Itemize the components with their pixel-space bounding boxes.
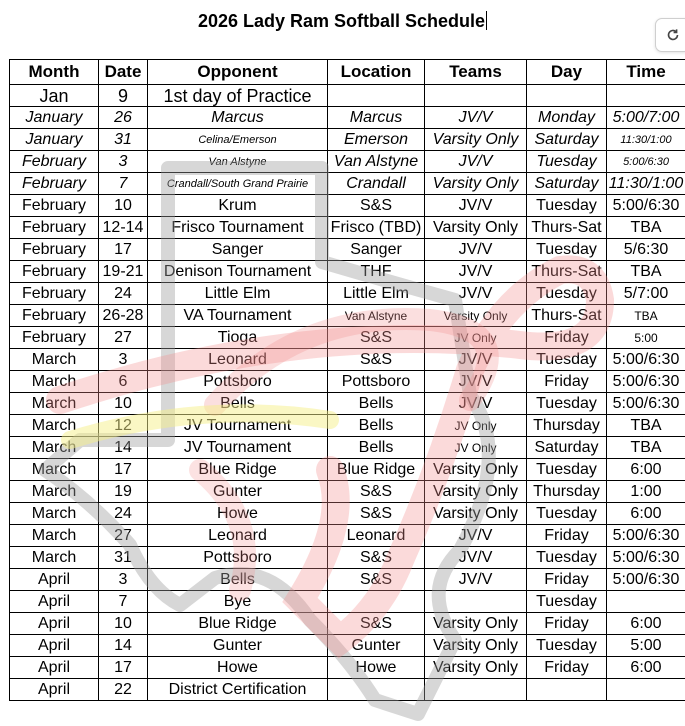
cell-day: Tuesday bbox=[527, 459, 607, 481]
cell-day: Friday bbox=[527, 327, 607, 349]
table-row bbox=[10, 657, 685, 679]
cell-date: 22 bbox=[99, 679, 148, 701]
refresh-icon bbox=[666, 28, 680, 42]
cell-location: Little Elm bbox=[328, 283, 425, 305]
cell-opponent: JV Tournament bbox=[148, 437, 328, 459]
cell-location: Van Alstyne bbox=[328, 305, 425, 327]
cell-month: February bbox=[10, 261, 99, 283]
cell-time: 11:30/1:00 bbox=[607, 173, 685, 195]
cell-month: March bbox=[10, 459, 99, 481]
cell-time: TBA bbox=[607, 305, 685, 327]
cell-month: March bbox=[10, 525, 99, 547]
cell-teams: JV/V bbox=[425, 569, 527, 591]
cell-month: March bbox=[10, 371, 99, 393]
cell-month: January bbox=[10, 107, 99, 129]
cell-location: S&S bbox=[328, 569, 425, 591]
table-row bbox=[10, 107, 685, 129]
cell-day: Saturday bbox=[527, 173, 607, 195]
cell-month: February bbox=[10, 195, 99, 217]
cell-day: Friday bbox=[527, 371, 607, 393]
cell-opponent: Pottsboro bbox=[148, 547, 328, 569]
column-header-day: Day bbox=[527, 60, 607, 85]
cell-time: 5:00/6:30 bbox=[607, 525, 685, 547]
column-header-month: Month bbox=[10, 60, 99, 85]
cell-month: February bbox=[10, 173, 99, 195]
cell-location: Blue Ridge bbox=[328, 459, 425, 481]
cell-location: S&S bbox=[328, 503, 425, 525]
cell-opponent: Van Alstyne bbox=[148, 151, 328, 173]
table-row bbox=[10, 283, 685, 305]
cell-day: Tuesday bbox=[527, 591, 607, 613]
cell-teams: Varsity Only bbox=[425, 173, 527, 195]
cell-time: 5:00/6:30 bbox=[607, 371, 685, 393]
cell-teams: JV/V bbox=[425, 525, 527, 547]
cell-month: February bbox=[10, 327, 99, 349]
cell-teams: JV Only bbox=[425, 437, 527, 459]
cell-location: Howe bbox=[328, 657, 425, 679]
cell-opponent: Frisco Tournament bbox=[148, 217, 328, 239]
cell-month: March bbox=[10, 437, 99, 459]
cell-location: Sanger bbox=[328, 239, 425, 261]
page-title: 2026 Lady Ram Softball Schedule bbox=[197, 11, 486, 31]
cell-opponent: Blue Ridge bbox=[148, 613, 328, 635]
cell-day: Thurs-Sat bbox=[527, 305, 607, 327]
cell-date: 31 bbox=[99, 129, 148, 151]
cell-day: Tuesday bbox=[527, 239, 607, 261]
cell-date: 6 bbox=[99, 371, 148, 393]
cell-day: Tuesday bbox=[527, 283, 607, 305]
cell-month: January bbox=[10, 129, 99, 151]
cell-opponent: Gunter bbox=[148, 481, 328, 503]
cell-location: S&S bbox=[328, 547, 425, 569]
cell-day: Tuesday bbox=[527, 547, 607, 569]
table-row bbox=[10, 327, 685, 349]
cell-day: Tuesday bbox=[527, 503, 607, 525]
cell-opponent: Tioga bbox=[148, 327, 328, 349]
table-row bbox=[10, 261, 685, 283]
cell-day: Friday bbox=[527, 613, 607, 635]
cell-time: 6:00 bbox=[607, 613, 685, 635]
column-header-opponent: Opponent bbox=[148, 60, 328, 85]
table-row bbox=[10, 129, 685, 151]
cell-month: February bbox=[10, 217, 99, 239]
cell-month: February bbox=[10, 151, 99, 173]
cell-month: February bbox=[10, 239, 99, 261]
cell-day: Thurs-Sat bbox=[527, 261, 607, 283]
table-row bbox=[10, 635, 685, 657]
cell-location: S&S bbox=[328, 327, 425, 349]
table-row bbox=[10, 437, 685, 459]
cell-location: Frisco (TBD) bbox=[328, 217, 425, 239]
cell-time: TBA bbox=[607, 217, 685, 239]
cell-time bbox=[607, 85, 685, 107]
cell-day: Friday bbox=[527, 569, 607, 591]
cell-time: 5:00/6:30 bbox=[607, 349, 685, 371]
cell-opponent: JV Tournament bbox=[148, 415, 328, 437]
table-row bbox=[10, 481, 685, 503]
cell-teams: JV/V bbox=[425, 393, 527, 415]
cell-opponent: Gunter bbox=[148, 635, 328, 657]
cell-day: Thursday bbox=[527, 415, 607, 437]
cell-date: 27 bbox=[99, 525, 148, 547]
cell-teams: Varsity Only bbox=[425, 217, 527, 239]
cell-teams: JV/V bbox=[425, 261, 527, 283]
table-row bbox=[10, 173, 685, 195]
cell-opponent: Denison Tournament bbox=[148, 261, 328, 283]
cell-date: 10 bbox=[99, 393, 148, 415]
cell-teams: JV/V bbox=[425, 239, 527, 261]
cell-time: 11:30/1:00 bbox=[607, 129, 685, 151]
cell-day: Friday bbox=[527, 657, 607, 679]
cell-location: Crandall bbox=[328, 173, 425, 195]
cell-time: TBA bbox=[607, 437, 685, 459]
column-header-time: Time bbox=[607, 60, 685, 85]
cell-time: 5/6:30 bbox=[607, 239, 685, 261]
cell-time: 1:00 bbox=[607, 481, 685, 503]
cell-date: 24 bbox=[99, 283, 148, 305]
cell-time: 5:00/6:30 bbox=[607, 547, 685, 569]
cell-date: 17 bbox=[99, 657, 148, 679]
cell-date: 7 bbox=[99, 173, 148, 195]
table-row bbox=[10, 503, 685, 525]
table-row bbox=[10, 217, 685, 239]
cell-teams: JV Only bbox=[425, 415, 527, 437]
cell-month: February bbox=[10, 305, 99, 327]
cell-teams: JV/V bbox=[425, 371, 527, 393]
cell-opponent: 1st day of Practice bbox=[148, 85, 328, 107]
cell-date: 14 bbox=[99, 437, 148, 459]
cell-date: 3 bbox=[99, 349, 148, 371]
cell-opponent: Pottsboro bbox=[148, 371, 328, 393]
cell-date: 14 bbox=[99, 635, 148, 657]
cell-location: Bells bbox=[328, 437, 425, 459]
cell-day: Tuesday bbox=[527, 635, 607, 657]
text-cursor bbox=[486, 11, 487, 30]
table-row bbox=[10, 525, 685, 547]
cell-month: April bbox=[10, 635, 99, 657]
cell-time: TBA bbox=[607, 415, 685, 437]
cell-time bbox=[607, 591, 685, 613]
cell-day: Friday bbox=[527, 525, 607, 547]
cell-location: S&S bbox=[328, 195, 425, 217]
column-header-teams: Teams bbox=[425, 60, 527, 85]
cell-location: Bells bbox=[328, 393, 425, 415]
cell-month: April bbox=[10, 591, 99, 613]
cell-time: 5:00/6:30 bbox=[607, 195, 685, 217]
cell-location: Marcus bbox=[328, 107, 425, 129]
cell-opponent: District Certification bbox=[148, 679, 328, 701]
cell-month: March bbox=[10, 503, 99, 525]
table-row bbox=[10, 613, 685, 635]
table-row bbox=[10, 371, 685, 393]
cell-month: March bbox=[10, 481, 99, 503]
cell-opponent: Howe bbox=[148, 657, 328, 679]
cell-month: April bbox=[10, 613, 99, 635]
cell-opponent: Crandall/South Grand Prairie bbox=[148, 173, 328, 195]
cell-time bbox=[607, 679, 685, 701]
table-row bbox=[10, 85, 685, 107]
table-row bbox=[10, 195, 685, 217]
table-row bbox=[10, 679, 685, 701]
cell-opponent: Blue Ridge bbox=[148, 459, 328, 481]
cell-month: April bbox=[10, 657, 99, 679]
cell-teams: Varsity Only bbox=[425, 503, 527, 525]
cell-day: Thursday bbox=[527, 481, 607, 503]
cell-time: 6:00 bbox=[607, 459, 685, 481]
cell-time: 5:00/6:30 bbox=[607, 569, 685, 591]
cell-location: S&S bbox=[328, 613, 425, 635]
cell-opponent: Little Elm bbox=[148, 283, 328, 305]
cell-time: 5:00/7:00 bbox=[607, 107, 685, 129]
cell-opponent: Sanger bbox=[148, 239, 328, 261]
cell-date: 17 bbox=[99, 239, 148, 261]
cell-time: 5:00/6:30 bbox=[607, 393, 685, 415]
cell-month: April bbox=[10, 569, 99, 591]
cell-opponent: Bells bbox=[148, 569, 328, 591]
cell-opponent: Bye bbox=[148, 591, 328, 613]
cell-date: 26-28 bbox=[99, 305, 148, 327]
cell-opponent: Leonard bbox=[148, 525, 328, 547]
cell-date: 26 bbox=[99, 107, 148, 129]
cell-day: Tuesday bbox=[527, 195, 607, 217]
cell-teams bbox=[425, 85, 527, 107]
cell-time: 6:00 bbox=[607, 657, 685, 679]
cell-location bbox=[328, 679, 425, 701]
cell-month: April bbox=[10, 679, 99, 701]
cell-time: 5:00/6:30 bbox=[607, 151, 685, 173]
cell-teams: JV/V bbox=[425, 107, 527, 129]
cell-location: Pottsboro bbox=[328, 371, 425, 393]
table-row bbox=[10, 459, 685, 481]
cell-month: March bbox=[10, 393, 99, 415]
cell-opponent: Howe bbox=[148, 503, 328, 525]
cell-month: February bbox=[10, 283, 99, 305]
cell-day: Tuesday bbox=[527, 151, 607, 173]
header-row bbox=[10, 60, 685, 85]
cell-date: 10 bbox=[99, 613, 148, 635]
cell-date: 3 bbox=[99, 151, 148, 173]
cell-location: Leonard bbox=[328, 525, 425, 547]
cell-opponent: Celina/Emerson bbox=[148, 129, 328, 151]
cell-date: 3 bbox=[99, 569, 148, 591]
cell-date: 12 bbox=[99, 415, 148, 437]
cell-date: 7 bbox=[99, 591, 148, 613]
cell-time: TBA bbox=[607, 261, 685, 283]
cell-location: Emerson bbox=[328, 129, 425, 151]
cell-date: 9 bbox=[99, 85, 148, 107]
cell-teams: Varsity Only bbox=[425, 305, 527, 327]
cell-day: Tuesday bbox=[527, 349, 607, 371]
table-row bbox=[10, 393, 685, 415]
cell-time: 6:00 bbox=[607, 503, 685, 525]
cell-location bbox=[328, 591, 425, 613]
cell-day bbox=[527, 679, 607, 701]
cell-teams bbox=[425, 679, 527, 701]
table-row bbox=[10, 569, 685, 591]
cell-opponent: Leonard bbox=[148, 349, 328, 371]
cell-teams: JV/V bbox=[425, 151, 527, 173]
cell-location: S&S bbox=[328, 349, 425, 371]
cell-time: 5:00 bbox=[607, 327, 685, 349]
cell-teams: JV/V bbox=[425, 349, 527, 371]
table-row bbox=[10, 415, 685, 437]
cell-opponent: VA Tournament bbox=[148, 305, 328, 327]
cell-teams: Varsity Only bbox=[425, 481, 527, 503]
cell-day bbox=[527, 85, 607, 107]
cell-month: March bbox=[10, 547, 99, 569]
cell-teams: Varsity Only bbox=[425, 129, 527, 151]
cell-date: 27 bbox=[99, 327, 148, 349]
cell-time: 5/7:00 bbox=[607, 283, 685, 305]
cell-teams: Varsity Only bbox=[425, 635, 527, 657]
cell-month: Jan bbox=[10, 85, 99, 107]
cell-day: Monday bbox=[527, 107, 607, 129]
table-row bbox=[10, 591, 685, 613]
cell-location: S&S bbox=[328, 481, 425, 503]
cell-date: 19-21 bbox=[99, 261, 148, 283]
cell-location: THF bbox=[328, 261, 425, 283]
cell-location: Bells bbox=[328, 415, 425, 437]
cell-date: 19 bbox=[99, 481, 148, 503]
table-row bbox=[10, 349, 685, 371]
table-row bbox=[10, 239, 685, 261]
cell-day: Thurs-Sat bbox=[527, 217, 607, 239]
cell-teams: Varsity Only bbox=[425, 613, 527, 635]
schedule-table bbox=[9, 59, 685, 701]
cell-teams: JV Only bbox=[425, 327, 527, 349]
cell-time: 5:00 bbox=[607, 635, 685, 657]
cell-date: 24 bbox=[99, 503, 148, 525]
refresh-button[interactable] bbox=[655, 18, 685, 52]
cell-opponent: Krum bbox=[148, 195, 328, 217]
cell-date: 10 bbox=[99, 195, 148, 217]
cell-teams: JV/V bbox=[425, 547, 527, 569]
cell-teams: JV/V bbox=[425, 283, 527, 305]
cell-date: 12-14 bbox=[99, 217, 148, 239]
cell-location: Van Alstyne bbox=[328, 151, 425, 173]
cell-day: Saturday bbox=[527, 437, 607, 459]
table-row bbox=[10, 151, 685, 173]
cell-location bbox=[328, 85, 425, 107]
cell-teams: Varsity Only bbox=[425, 459, 527, 481]
cell-teams: Varsity Only bbox=[425, 657, 527, 679]
cell-day: Tuesday bbox=[527, 393, 607, 415]
table-row bbox=[10, 305, 685, 327]
cell-opponent: Bells bbox=[148, 393, 328, 415]
column-header-location: Location bbox=[328, 60, 425, 85]
cell-location: Gunter bbox=[328, 635, 425, 657]
column-header-date: Date bbox=[99, 60, 148, 85]
cell-teams bbox=[425, 591, 527, 613]
cell-date: 17 bbox=[99, 459, 148, 481]
cell-month: March bbox=[10, 349, 99, 371]
cell-date: 31 bbox=[99, 547, 148, 569]
cell-teams: JV/V bbox=[425, 195, 527, 217]
cell-opponent: Marcus bbox=[148, 107, 328, 129]
table-row bbox=[10, 547, 685, 569]
cell-month: March bbox=[10, 415, 99, 437]
cell-day: Saturday bbox=[527, 129, 607, 151]
